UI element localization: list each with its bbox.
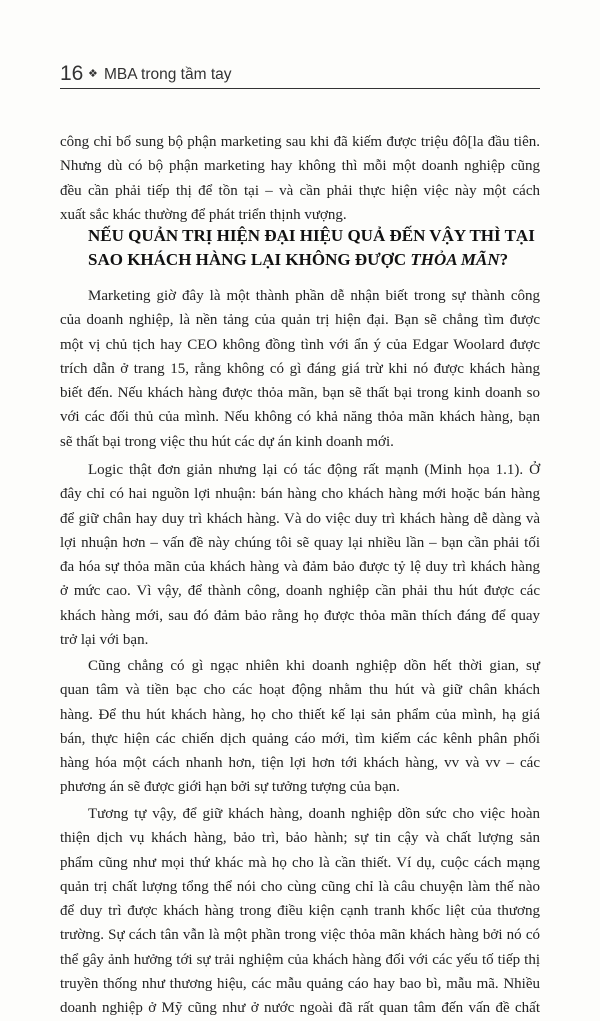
text-line: một vị chủ tịch hay CEO không đồng tình với ẩn ý của Edgar Woolard được <box>60 336 540 353</box>
text-line: trường. Sự cách tân vẫn là một phần trong việc thỏa mãn khách hàng bởi nó có <box>60 927 540 944</box>
body-paragraph-1 <box>60 284 540 454</box>
page-number: 16 <box>60 62 84 85</box>
text-line: hàng hóa một cách nhanh hơn, tiện lợi hơn tới khách hàng, vv và vv – các <box>60 755 540 772</box>
text-line: để duy trì được khách hàng trong điều kiện cạnh tranh khốc liệt của thương <box>60 903 540 920</box>
text-line: hàng. Để thu hút khách hàng, họ cho thiết kế lại sản phẩm của mình, hạ giá <box>60 706 540 723</box>
diamond-cluster-icon: ❖ <box>88 68 98 80</box>
text-line: quản trị chất lượng tổng thể nói cho cùng cũng chỉ là câu chuyện làm thế nào <box>60 878 540 895</box>
body-paragraph-4 <box>60 802 540 1021</box>
body-paragraph-3 <box>60 654 540 800</box>
text-line: thể gây ảnh hưởng tới sự trải nghiệm của khách hàng đối với các yếu tố tiếp thị <box>60 951 540 968</box>
text-line: ở mức cao. Vì vậy, để thành công, doanh nghiệp cần phải thu hút được các <box>60 583 540 600</box>
text-line: với các đối thủ của mình. Nếu không có khả năng thỏa mãn khách hàng, bạn <box>60 409 540 426</box>
text-line: trở lại với bạn. <box>60 632 149 649</box>
text-line: Tương tự vậy, để giữ khách hàng, doanh nghiệp dồn sức cho việc hoàn <box>88 806 540 822</box>
text-line: sẽ thất bại trong việc thu hút các dự án kinh doanh mới. <box>60 433 394 450</box>
continuation-paragraph <box>60 130 540 227</box>
text-line: bán, thực hiện các chiến dịch quảng cáo mới, tìm kiếm các kênh phân phối <box>60 730 540 747</box>
text-line: xuất sắc khác thường để phát triển thịnh vượng. <box>60 206 347 223</box>
heading-line-2: SAO KHÁCH HÀNG LẠI KHÔNG ĐƯỢC THỎA MÃN? <box>88 250 509 269</box>
text-line: Nhưng dù có bộ phận marketing hay không thì mỗi một doanh nghiệp cũng <box>60 158 540 175</box>
text-line: để giữ chân hay duy trì khách hàng. Và do việc duy trì khách hàng dễ dàng và <box>60 510 540 527</box>
text-line: khách hàng mới, sau đó đảm bảo rằng họ được thỏa mãn thích đáng để quay <box>60 607 540 624</box>
text-line: truyền thống như thương hiệu, các mẫu quảng cáo hay bao bì, mẫu mã. Nhiều <box>60 976 540 993</box>
text-line: lợi nhuận hơn – vấn đề này chúng tôi sẽ quay lại nhiều lần – bạn cần phải tối <box>60 534 540 551</box>
text-line: đều cần phải tiếp thị để tồn tại – và cần phải thực hiện việc này một cách <box>60 182 540 199</box>
body-paragraph-2 <box>60 458 540 652</box>
text-line: thiện dịch vụ khách hàng, bảo trì, bảo hành; sự tin cậy và chất lượng sản <box>60 830 540 847</box>
text-line: quan tâm và tiền bạc cho các hoạt động nhằm thu hút và giữ chân khách <box>60 682 540 699</box>
text-line: doanh nghiệp ở Mỹ cũng như ở nước ngoài đã rất quan tâm đến vấn đề chất <box>60 1000 540 1017</box>
heading-line-1: NẾU QUẢN TRỊ HIỆN ĐẠI HIỆU QUẢ ĐẾN VẬY THÌ TẠI <box>88 226 535 245</box>
text-line: Cũng chẳng có gì ngạc nhiên khi doanh nghiệp dồn hết thời gian, sự <box>88 658 540 674</box>
text-line: Marketing giờ đây là một thành phần dễ nhận biết trong sự thành công <box>88 288 540 304</box>
running-head <box>60 62 540 89</box>
text-line: của doanh nghiệp, là nền tảng của quản trị hiện đại. Bạn sẽ chẳng tìm được <box>60 312 540 329</box>
book-title: MBA trong tầm tay <box>104 66 232 83</box>
text-line: đây chỉ có hai nguồn lợi nhuận: bán hàng cho khách hàng mới hoặc bán hàng <box>60 486 540 503</box>
section-heading <box>88 224 548 272</box>
text-line: trích dẫn ở trang 15, rằng không có gì đáng giá trừ khi nó được khách hàng <box>60 360 540 377</box>
text-line: công chỉ bổ sung bộ phận marketing sau khi đã kiếm được triệu đô[la đầu tiên. <box>60 134 540 150</box>
text-line: phẩm cũng như mọi thứ khác mà họ cho là cần thiết. Ví dụ, cuộc cách mạng <box>60 854 540 871</box>
text-line: Logic thật đơn giản nhưng lại có tác động rất mạnh (Minh họa 1.1). Ở <box>88 462 540 478</box>
text-line: phương án sẽ được giới hạn bởi sự tưởng tượng của bạn. <box>60 779 400 796</box>
text-line: đa hóa sự thỏa mãn của khách hàng và đảm bảo được tỷ lệ duy trì khách hàng <box>60 559 540 576</box>
text-line: biết đến. Nếu khách hàng được thỏa mãn, bạn sẽ thất bại trong kinh doanh so <box>60 385 540 402</box>
heading-emphasis: THỎA MÃN <box>410 250 500 269</box>
